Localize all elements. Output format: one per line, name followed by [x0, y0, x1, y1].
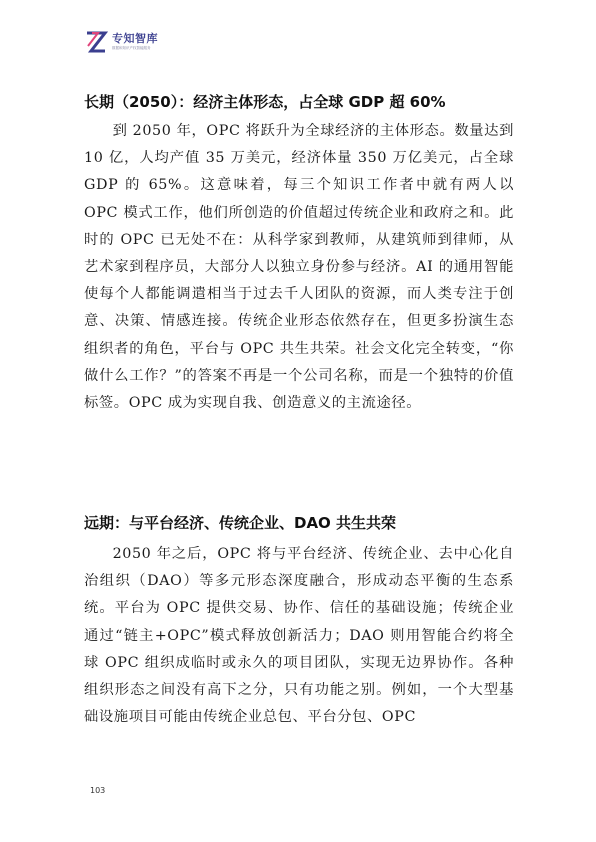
logo-text: [112, 33, 158, 51]
page-number: 103: [90, 786, 106, 795]
section-heading-long-term: 长期（2050）：经济主体形态，占全球 GDP 超 60%: [84, 93, 446, 111]
section-paragraph-far-term: 2050 年之后，OPC 将与平台经济、传统企业、去中心化自治组织（DAO）等多元形态深度融合，形成动态平衡的生态系统。平台为 OPC 提供交易、协作、信任的基础设施；传统企业通过“链主+OPC”模式释放创新活力；DAO 则用智能合约将全球 OPC 组织成临时或永久的项目团队，实现无边界协作。各种组织形态之间没有高下之分，只有功能之别。例如，一个大型基础设施项目可能由传统企业总包、平台分包、OPC: [84, 546, 514, 726]
logo-subtitle: 数据和知识产权智能服务: [112, 46, 151, 50]
zhuanzhi-logo-icon: [84, 30, 108, 54]
logo: [84, 30, 158, 54]
section-heading-far-term: 远期：与平台经济、传统企业、DAO 共生共荣: [84, 514, 397, 532]
section-paragraph-long-term: 到 2050 年，OPC 将跃升为全球经济的主体形态。数量达到 10 亿，人均产值 35 万美元，经济体量 350 万亿美元，占全球 GDP 的 65%。这意味着，每三个知识工作者中就有两人以 OPC 模式工作，他们所创造的价值超过传统企业和政府之和。此时的 OPC 已无处不在：从科学家到教师，从建筑师到律师，从艺术家到程序员，大部分人以独立身份参与经济。AI 的通用智能使每个人都能调遣相当于过去千人团队的资源，而人类专注于创意、决策、情感连接。传统企业形态依然存在，但更多扮演生态组织者的角色，平台与 OPC 共生共荣。社会文化完全转变，“你做什么工作？”的答案不再是一个公司名称，而是一个独特的价值标签。OPC 成为实现自我、创造意义的主流途径。: [84, 123, 514, 412]
logo-name: 专知智库: [112, 32, 158, 45]
